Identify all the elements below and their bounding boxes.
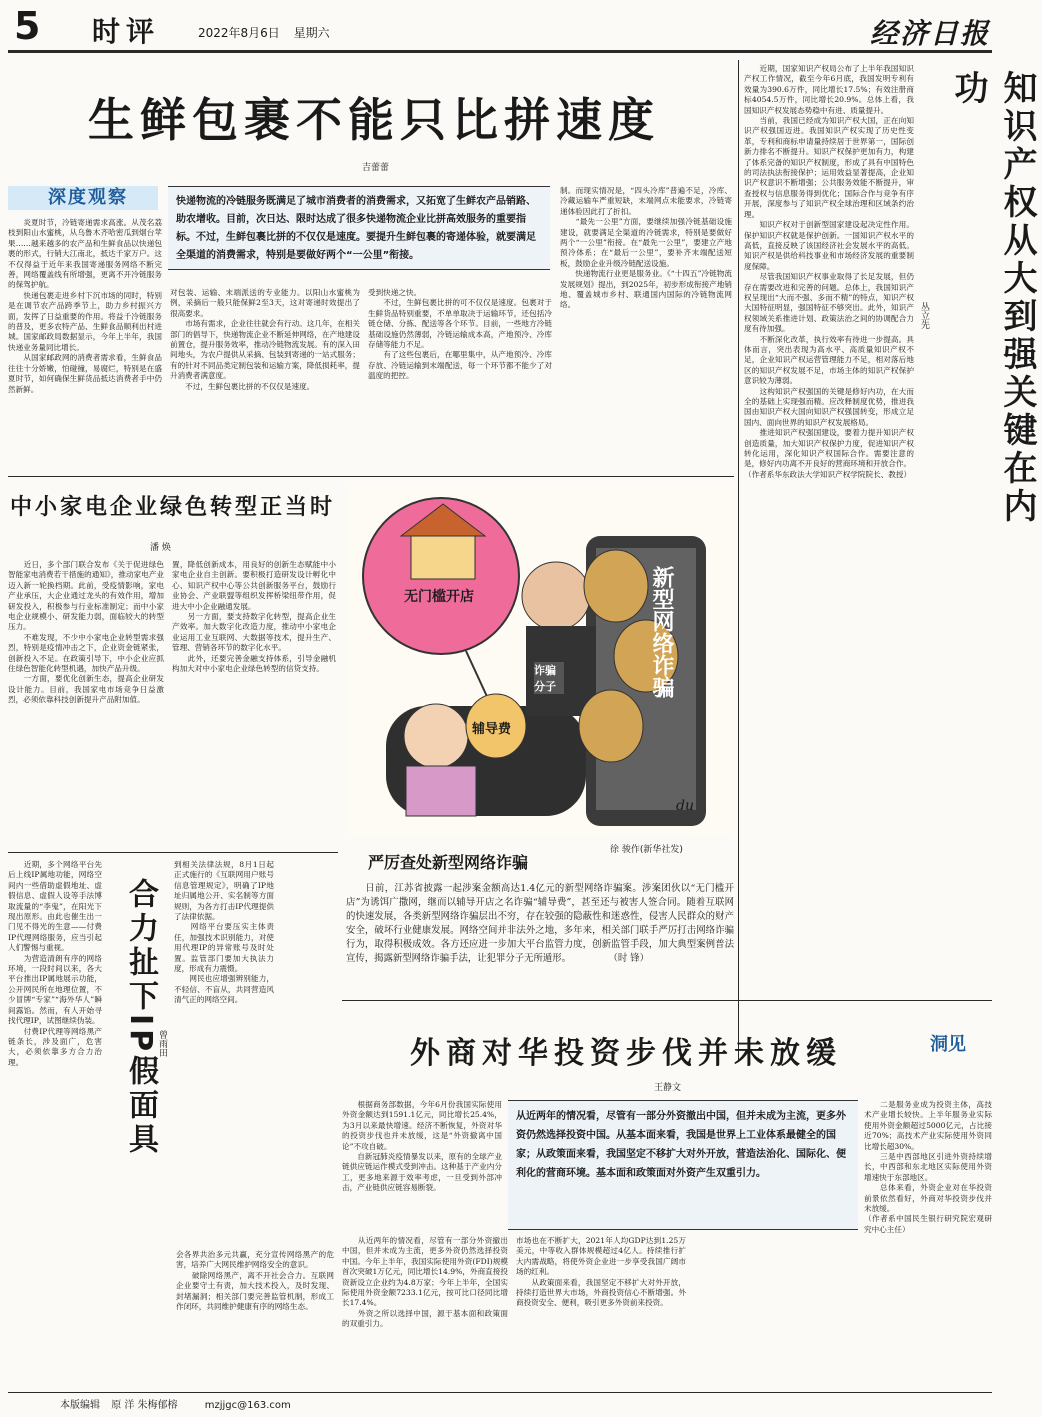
fdi-title: 外商对华投资步伐并未放缓 [410,1036,842,1071]
copyright-col2: 到相关法律法规，8月1日起正式施行的《互联网用户账号信息管理规定》，明确了IP地址归属地公开、实名制等方面规则，为各方打击IP代理提供了法律依据。 网络平台要压实主体责任，加强技术识别能力，对使用代理IP的异常账号及时处置。监管部门要加大执法力度，形成有力震慑。 网民也应增强辨别能力，不轻信、不盲从，共同营造风清气正的网络空间。 [174,860,274,1005]
appliance-col2: 置，降低创新成本，用良好的创新生态赋能中小家电企业自主创新。要积极打造研发设计孵化中心、知识产权中心等公共创新服务平台，鼓励行业协会、产业联盟等组织发挥桥梁纽带作用，促进大中小企业融通发展。 另一方面，要支持数字化转型，提高企业生产效率。加大数字化改造力度，推动中小家电企业运用工业互联网、大数据等技术，提升生产、管理、营销各环节的数字化水平。 此外，还要完善金融支持体系，引导金融机构加大对中小家电企业绿色转型的信贷支持。 [172,560,336,674]
article1-lead: 快递物流的冷链服务既满足了城市消费者的消费需求，又拓宽了生鲜农产品销路、助农增收。目前，次日达、限时达成了很多快递物流企业比拼高效服务的重要指标。不过，生鲜包裹比拼的不仅仅是速度。要提升生鲜包裹的寄递体验，就要满足全渠道的消费需求，特别是要做好两个“一公里”衔接。 [168,186,550,270]
divider-right-column [738,60,739,1060]
copyright-col3: 会各界共治多元共赢，充分宣传网络黑产的危害，培养广大网民维护网络安全的意识。 破除网络黑产，离不开社会合力。互联网企业要守土有责，加大技术投入，及时发现、封堵漏洞；相关部门要完善监管机制，形成工作闭环，共同维护健康有序的网络生态。 [176,1250,334,1312]
appliance-col1: 近日，多个部门联合发布《关于促进绿色智能家电消费若干措施的通知》，推动家电产业迈入新一轮换档期。此前，受疫情影响，家电产业承压，大企业通过龙头的有效作用，增加研发投入，积极参与行业标准制定；而中小家电企业规模小、研发能力弱，面临较大的转型压力。 不难发现，不少中小家电企业转型需求强烈，特别是疫情冲击之下，企业资金链紧张，创新投入不足。在政策引导下，中小企业应抓住绿色智能化转型机遇，加快产品升级。 一方面，要优化创新生态，提高企业研发设计能力。目前，我国家电市场竞争日益激烈，必须依靠科技创新提升产品附加值。 [8,560,164,705]
money-bag-1 [584,550,648,622]
illustration-caption: 严厉查处新型网络诈骗 [368,853,529,872]
divider-appliance-bottom [8,852,338,853]
article1-title: 生鲜包裹不能只比拼速度 [88,93,660,147]
article1-column-tag: 深度观察 [8,186,158,210]
fdi-col2: 从近两年的情况看，尽管有一部分外资撤出中国，但并未成为主流，更多外资仍然选择投资中国。今年上半年，我国实际使用外资(FDI)规模首次突破1万亿元，同比增长14.9%，外商直接投资新设立企业约为4.8万家；今年上半年，全国实际使用外资金额7233.1亿元，按可比口径同比增长17.4%。 外资之所以选择中国，源于基本面和政策面的双重引力。 [342,1236,508,1329]
footer-rule [8,1392,992,1393]
footer-editor-label: 本版编辑 [60,1400,100,1411]
victim-head [404,704,468,768]
victim-body [406,766,476,816]
footer-credits [60,1396,291,1411]
ip-article-byline: 丛立先 [919,302,929,329]
ip-article-text: 近期，国家知识产权局公布了上半年我国知识产权工作情况，截至今年6月底，我国发明专利有效量为390.6万件，同比增长17.5%；有效注册商标4054.5万件，同比增长20.9%。总体上看，我国知识产权发展态势稳中有进、质量提升。 当前，我国已经成为知识产权大国，正在向知识产权强国迈进。我国知识产权实现了历史性变革，专利和商标申请量持续居于世界第一，国际创新力排名不断提升。知识产权保护更加有力，构建了体系完备的知识产权制度，形成了具有中国特色的司法执法衔接保护；运用效益显著提高，企业知识产权意识不断增强；公共服务效能不断提升，审查授权与信息服务得到优化；国际合作与竞争有序开展，深度参与了知识产权全球治理和区域条约治理。 知识产权对于创新型国家建设起决定性作用。保护知识产权就是保护创新。一国知识产权水平的高低，直接反映了该国经济社会发展水平的高低。知识产权是供给科技事业和市场经济发展的重要制度保障。 尽管我国知识产权事业取得了长足发展，但仍存在需要改进和完善的问题。总体上，我国知识产权呈现出“大而不强、多而不精”的特点，知识产权大国特征明显，强国特征不够突出。此外，知识产权领域关系推进计划、政策法治之间的协调配合力度有待加强。 不断深化改革，执行效率有待进一步提高。具体而言，突出表现为高水平、高质量知识产权不足，企业知识产权运营管理能力不足，相对落后地区的知识产权发展不足，市场主体的知识产权保护意识较为薄弱。 这构知识产权强国的关键是修好内功，在大而全的基础上实现强而精。应改释制度优势，推进我国由知识产权大国向知识产权强国转变，形成立足国内、面向世界的知识产权发展格局。 推进知识产权强国建设，要着力提升知识产权创造质量，加大知识产权保护力度，促进知识产权转化运用，深化知识产权国际合作。需要注意的是，修好内功离不开良好的营商环境和开放合作。 （作者系华东政法大学知识产权学院院长、教授） [744,64,914,479]
fdi-byline: 王静文 [654,1083,682,1093]
footer-email: mzjjgc@163.com [204,1400,291,1411]
article1-col4: 制。而现实情况是，“四头冷库”普遍不足，冷库、冷藏运输车严重短缺，末端网点未能要求，冷链寄递体验因此打了折扣。 “最先一公里”方面，要继续加强冷链基础设施建设，就要满足全渠道的冷链需求，特别是要做好两个“一公里”衔接。在“最先一公里”，要建立产地预冷体系；在“最后一公里”，要补齐末端配送短板，鼓励企业升级冷链配送设施。 快递物流行业更是服务业。《“十四五”冷链物流发展规划》提出，到2025年，初步形成衔接产地销地、覆盖城市乡村、联通国内国际的冷链物流网络。 [560,186,732,310]
illustration-box [346,486,734,836]
masthead-rule [8,50,992,53]
section-name: 时评 [92,15,161,48]
footer-editor-names: 原 洋 朱梅郁榕 [111,1400,178,1411]
copyright-col1: 近期，多个网络平台先后上线IP属地功能，网络空间内一些借助虚假地址、虚假信息、虚假人设等手法博取流量的“李鬼”，在阳光下现出原形。由此也催生出一门见不得光的生意——付费IP代理网络服务，应当引起人们警惕与重视。 为营造清朗有序的网络环境，一段时间以来，各大平台推出IP属地展示功能，公开网民所在地理位置，不少冒牌“专家”“海外华人”瞬间露馅。然而，有人开始寻找代理IP，试图继续伪装。 付费IP代理等网络黑产链条长，涉及面广，危害大，必须依靠多方合力治理。 [8,860,102,1067]
issue-date: 2022年8月6日 [198,26,280,40]
fdi-col3: 市场也在不断扩大，2021年人均GDP达到1.25万美元，中等收入群体规模超过4亿人。持续推行扩大内需战略，将使外资企业进一步享受我国广阔市场的红利。 从政策面来看，我国坚定不移扩大对外开放，持续打造世界大市场，外商投资信心不断增强。外商投资安全、便利，吸引更多外资前来投资。 [516,1236,686,1308]
ip-column-tag: 洞见 [930,1034,966,1055]
scammer-head [522,562,590,630]
paper-logo: 经济日报 [870,17,991,50]
fdi-lead: 从近两年的情况看，尽管有一部分外资撤出中国，但并未成为主流，更多外资仍然选择投资中国。从基本面来看，我国是世界上工业体系最健全的国家；从政策面来看，我国坚定不移扩大对外开放，营造法治化、国际化、便利化的营商环境。基本面和政策面对外资产生双重引力。 [508,1100,858,1230]
copyright-title: 合力扯下IP假面具 [123,878,158,1158]
house-shape [411,531,475,579]
article1-col1: 炎夏时节，冷链寄递需求高涨。从茂名荔枝到阳山水蜜桃，从乌鲁木齐哈密瓜到烟台苹果……越来越多的农产品和生鲜食品以快递包裹的形式，行销大江南北，抵达千家万户。这不仅得益于近年来我国寄递服务网络不断完善，网络覆盖线有所增强，更离不开冷链服务的保驾护航。 快递包裹走进乡村下沉市场的同时，特别是在调节农产品跨季节上，助力乡村振兴方面，发挥了日益重要的作用。将益千冷链服务的普及，更多农特产品、生鲜食品顺利出村进城。国家邮政局数据显示，今年上半年，我国快递业务量同比增长。 从国家邮政网的消费者需求看，生鲜食品往往十分娇嫩，怕碰撞，易腐烂，特别是在盛夏时节，如何确保生鲜货品抵达消费者手中仍然新鲜。 [8,218,162,394]
appliance-title: 中小家电企业绿色转型正当时 [10,494,336,520]
article1-col2: 对包装、运输、末端派送的专业能力。以阳山水蜜桃为例，采摘后一般只能保鲜2至3天，这对寄递时效提出了很高要求。 市场有需求，企业往往就会有行动。这几年，在相关部门的倡导下，快递物流企业不断延伸网络，在产地建设前置仓，提升服务效率，推动冷链物流发展。有的深入田间地头，为农户提供从采摘、包装到寄递的一站式服务；有的针对不同品类定制包装和运输方案，降低损耗率，提升消费者满意度。 不过，生鲜包裹比拼的不仅仅是速度。 [170,288,360,391]
dateline [198,24,330,41]
appliance-byline: 潘 焕 [150,543,171,553]
scammer-label: 诈骗分子 [534,662,564,694]
article1-byline: 吉蕾蕾 [362,163,390,173]
fee-bag-label: 辅导费 [472,722,512,737]
illustration-credit: 徐 骏作(新华社发) [610,845,683,855]
phone-label: 新型网络诈骗 [649,566,674,698]
ip-article-title: 知识产权从大到强关键在内功 [948,70,1037,526]
fdi-col4: 二是服务业成为投资主体，高技术产业增长较快。上半年服务业实际使用外资金额超过5000亿元，占比接近70%；高技术产业实际使用外资同比增长超30%。 三是中西部地区引进外资持续增长，中西部和东北地区实际使用外资增速快于东部地区。 总体来看，外资企业对在华投资前景依然看好，外商对华投资步伐并未放缓。 （作者系中国民生银行研究院宏观研究中心主任） [864,1100,992,1234]
illustration-text: 日前，江苏省披露一起涉案金额高达1.4亿元的新型网络诈骗案。涉案团伙以“无门槛开店”为诱饵广撒网，继而以辅导开店之名诈骗“辅导费”，甚至还与被害人签合同。随着互联网的快速发展，各类新型网络诈骗层出不穷，存在较强的隐蔽性和迷惑性，侵害人民群众的财产安全，破坏行业健康发展。网络空间并非法外之地，多年来，相关部门联手严厉打击网络诈骗行为，取得积极成效。各方还应进一步加大平台监管力度，创新监管手段，加大典型案例普法宣传，揭露新型网络诈骗手法，让犯罪分子无所遁形。 （时 锋） [346,883,734,964]
money-bag-3 [579,690,643,762]
divider-mid [342,1000,992,1001]
artist-signature: du [676,798,694,814]
fdi-col4b [694,1236,858,1386]
divider-article1-bottom [8,476,734,477]
article1-col3: 受到快递之快。 不过，生鲜包裹比拼的可不仅仅是速度。包裹对于生鲜货品特别重要，不单单取决于运输环节，还包括冷链仓储、分拣、配送等各个环节。目前，一些地方冷链基础设施仍然薄弱，冷链运输成本高，产地预冷、冷库存储等能力不足。 有了这些包裹后，在哪里集中，从产地预冷、冷库存放、冷链运输到末端配送，每一个环节都不能少了对温度的把控。 [368,288,552,381]
fdi-col1: 根据商务部数据，今年6月份我国实际使用外资金额达到1591.1亿元，同比增长25.4%，为3月以来最快增速。经济不断恢复，外资对华的投资步伐也并未放缓，这是“外资撤离中国论”不攻自破。 自新冠肺炎疫情暴发以来，原有的全球产业链供应链运作模式受到冲击。这种基于产业内分工，更多地来源于效率考虑，一旦受到外部冲击，产业链供应链容易断裂。 [342,1100,502,1193]
balloon-label: 无门槛开店 [404,589,474,605]
issue-weekday: 星期六 [293,26,330,40]
copyright-byline: 曾雨田 [157,1030,167,1057]
page-number: 5 [14,4,41,48]
